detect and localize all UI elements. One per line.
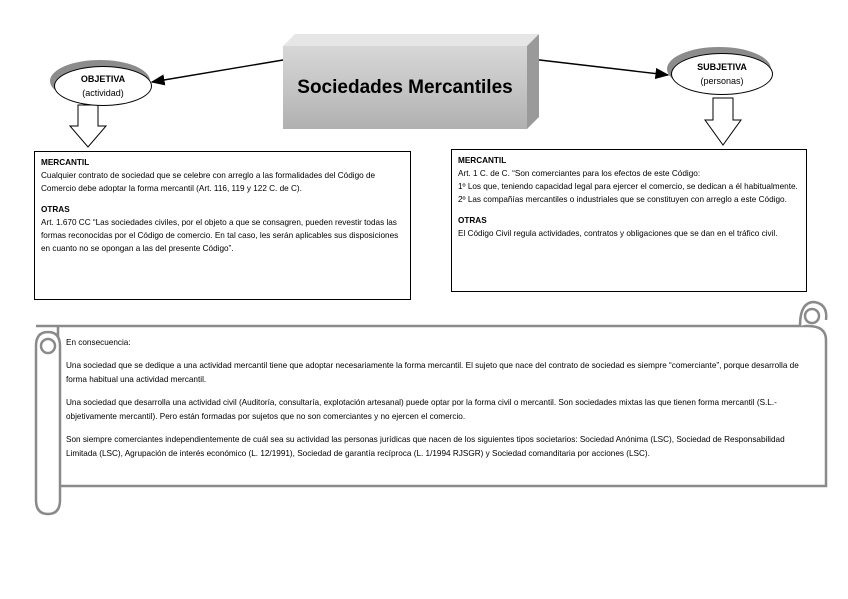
objetiva-mercantil-heading: MERCANTIL [41,158,90,167]
title-box-top-face [283,34,539,46]
objetiva-node [54,66,152,106]
subjetiva-mercantil-item-2: 2º Las compañías mercantiles o industriales que se constituyen con arreglo a este Código. [458,195,787,204]
subjetiva-title: SUBJETIVA [697,62,747,72]
objetiva-subtitle: (actividad) [82,88,124,98]
objetiva-box [34,151,411,300]
subjetiva-otras-text: El Código Civil regula actividades, contratos y obligaciones que se dan en el tráfico civil. [458,229,778,238]
arrow-to-objetiva [152,59,289,82]
objetiva-otras-heading: OTRAS [41,205,70,214]
conclusion-paragraph-2: Una sociedad que desarrolla una actividad civil (Auditoría, consultaría, explotación artesanal) puede optar por la forma civil o mercantil. Son sociedades mixtas las que tienen forma mercantil (S.L.- objetivamente mercantil). Pero están formadas por sujetos que no son comerciantes y no ejercen el comercio. [66,397,777,421]
down-arrow-left [70,105,106,147]
subjetiva-mercantil-text: Art. 1 C. de C. “Son comerciantes para los efectos de este Código: [458,169,701,178]
subjetiva-box [451,149,807,292]
subjetiva-otras-heading: OTRAS [458,216,487,225]
objetiva-title: OBJETIVA [80,74,126,84]
conclusion-paragraph-3: Son siempre comerciantes independientemente de cuál sea su actividad las personas jurídicas que nacen de los siguientes tipos societarios: Sociedad Anónima (LSC), Sociedad de Responsabilidad Limitada (LSC), Agrupación de interés económico (L. 12/1991), Sociedad de garantía recíproca (L. 1/1994 RJSGR) y Sociedad comanditaria por acciones (LSC). [66,434,785,458]
title-box [283,46,527,129]
subjetiva-mercantil-heading: MERCANTIL [458,156,507,165]
subjetiva-node [671,53,773,95]
title-box-side-face [527,34,539,129]
subjetiva-mercantil-item-1: 1º Los que, teniendo capacidad legal para ejercer el comercio, se dedican a él habitualmente. [458,182,798,191]
main-title: Sociedades Mercantiles [297,76,513,98]
objetiva-otras-text: Art. 1.670 CC “Las sociedades civiles, por el objeto a que se consagren, pueden revestir todas las formas reconocidas por el Código de comercio. En tal caso, les serán aplicables sus disposiciones en cuanto no se opongan a las del presente Código”. [41,218,399,253]
down-arrow-right [705,98,741,145]
conclusion-text [66,336,806,470]
conclusion-intro: En consecuencia: [66,338,131,347]
subjetiva-subtitle: (personas) [700,76,744,86]
arrow-to-subjetiva [531,59,668,75]
conclusion-paragraph-1: Una sociedad que se dedique a una actividad mercantil tiene que adoptar necesariamente la forma mercantil. El sujeto que nace del contrato de sociedad es siempre “comerciante”, porque desarrolla de forma habitual una actividad mercantil. [66,360,799,384]
objetiva-mercantil-text: Cualquier contrato de sociedad que se celebre con arreglo a las formalidades del Código de Comercio debe adoptar la forma mercantil (Art. 116, 119 y 122 C. de C). [41,171,376,193]
